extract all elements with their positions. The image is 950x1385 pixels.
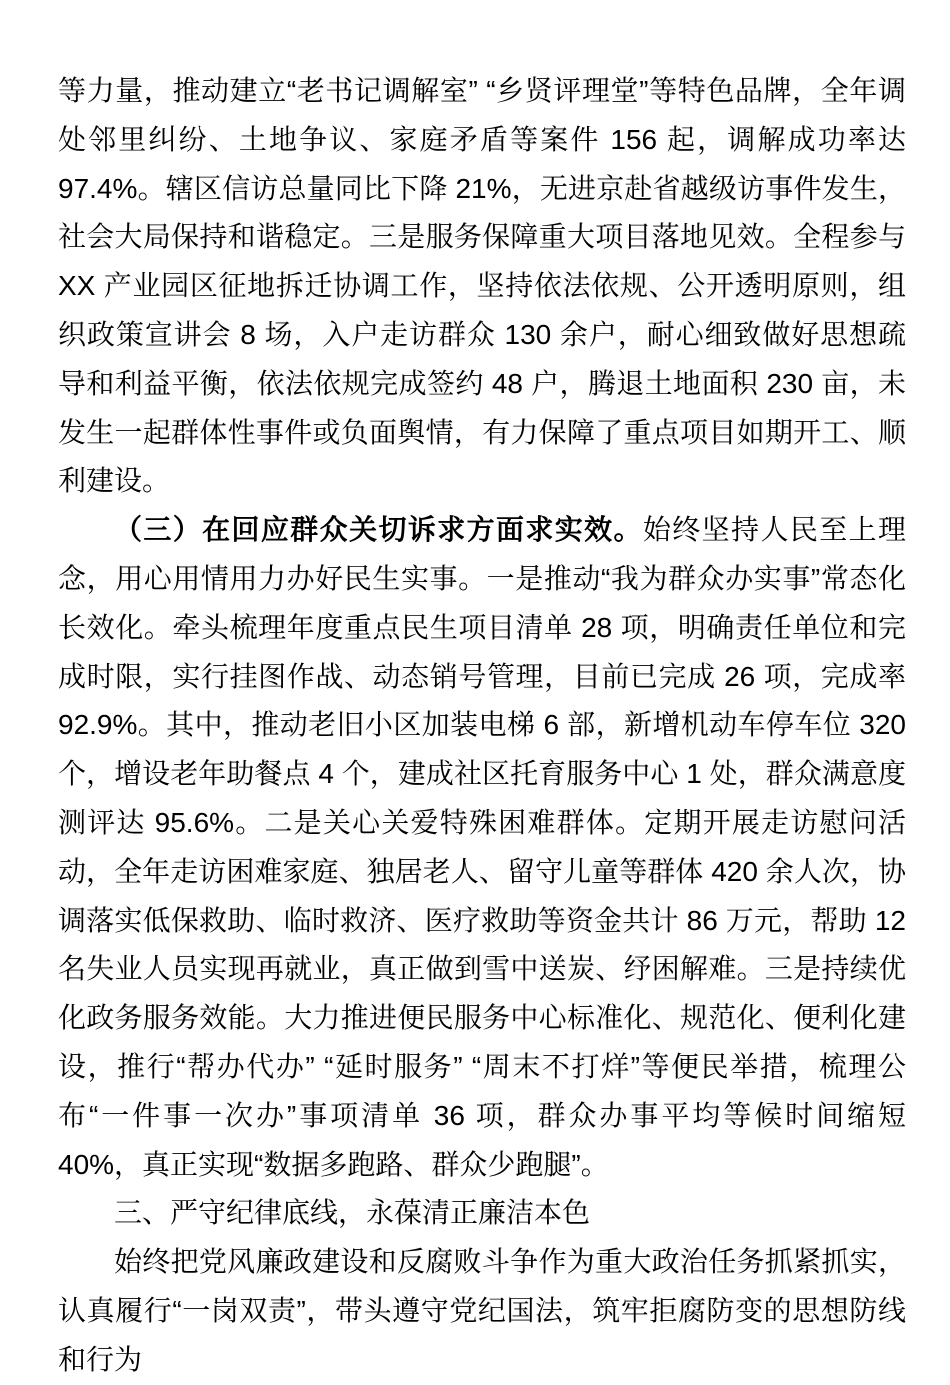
text-run: 三、严守纪律底线，永葆清正廉洁本色 (114, 1197, 591, 1229)
paragraph (58, 67, 906, 506)
paragraph (58, 1238, 906, 1384)
text-run: 始终把党风廉政建设和反腐败斗争作为重大政治任务抓紧抓实，认真履行“一岗双责”，带头遵守党纪国法，筑牢拒腐防变的思想防线和行为 (58, 1246, 906, 1375)
text-run: 始终坚持人民至上理念，用心用情用力办好民生实事。一是推动“我为群众办实事”常态化长效化。牵头梳理年度重点民生项目清单 28 项，明确责任单位和完成时限，实行挂图作战、动态销号管理，目前已完成 26 项，完成率 92.9%。其中，推动老旧小区加装电梯 6 部，新增机动车停车位 320 个，增设老年助餐点 4 个，建成社区托育服务中心 1 处，群众满意度测评达 95.6%。二是关心关爱特殊困难群体。定期开展走访慰问活动，全年走访困难家庭、独居老人、留守儿童等群体 420 余人次，协调落实低保救助、临时救济、医疗救助等资金共计 86 万元，帮助 12 名失业人员实现再就业，真正做到雪中送炭、纾困解难。三是持续优化政务服务效能。大力推进便民服务中心标准化、规范化、便利化建设，推行“帮办代办” “延时服务” “周末不打烊”等便民举措，梳理公布“一件事一次办”事项清单 36 项，群众办事平均等候时间缩短 40%，真正实现“数据多跑路、群众少跑腿”。 (58, 514, 906, 1180)
section-heading (58, 1189, 906, 1238)
text-run: 等力量，推动建立“老书记调解室” “乡贤评理堂”等特色品牌，全年调处邻里纠纷、土地争议、家庭矛盾等案件 156 起，调解成功率达 97.4%。辖区信访总量同比下降 21%，无进京赴省越级访事件发生，社会大局保持和谐稳定。三是服务保障重大项目落地见效。全程参与 XX 产业园区征地拆迁协调工作，坚持依法依规、公开透明原则，组织政策宣讲会 8 场，入户走访群众 130 余户，耐心细致做好思想疏导和利益平衡，依法依规完成签约 48 户，腾退土地面积 230 亩，未发生一起群体性事件或负面舆情，有力保障了重点项目如期开工、顺利建设。 (58, 75, 906, 497)
bold-text-run: （三）在回应群众关切诉求方面求实效。 (114, 514, 643, 546)
paragraph (58, 506, 906, 1189)
